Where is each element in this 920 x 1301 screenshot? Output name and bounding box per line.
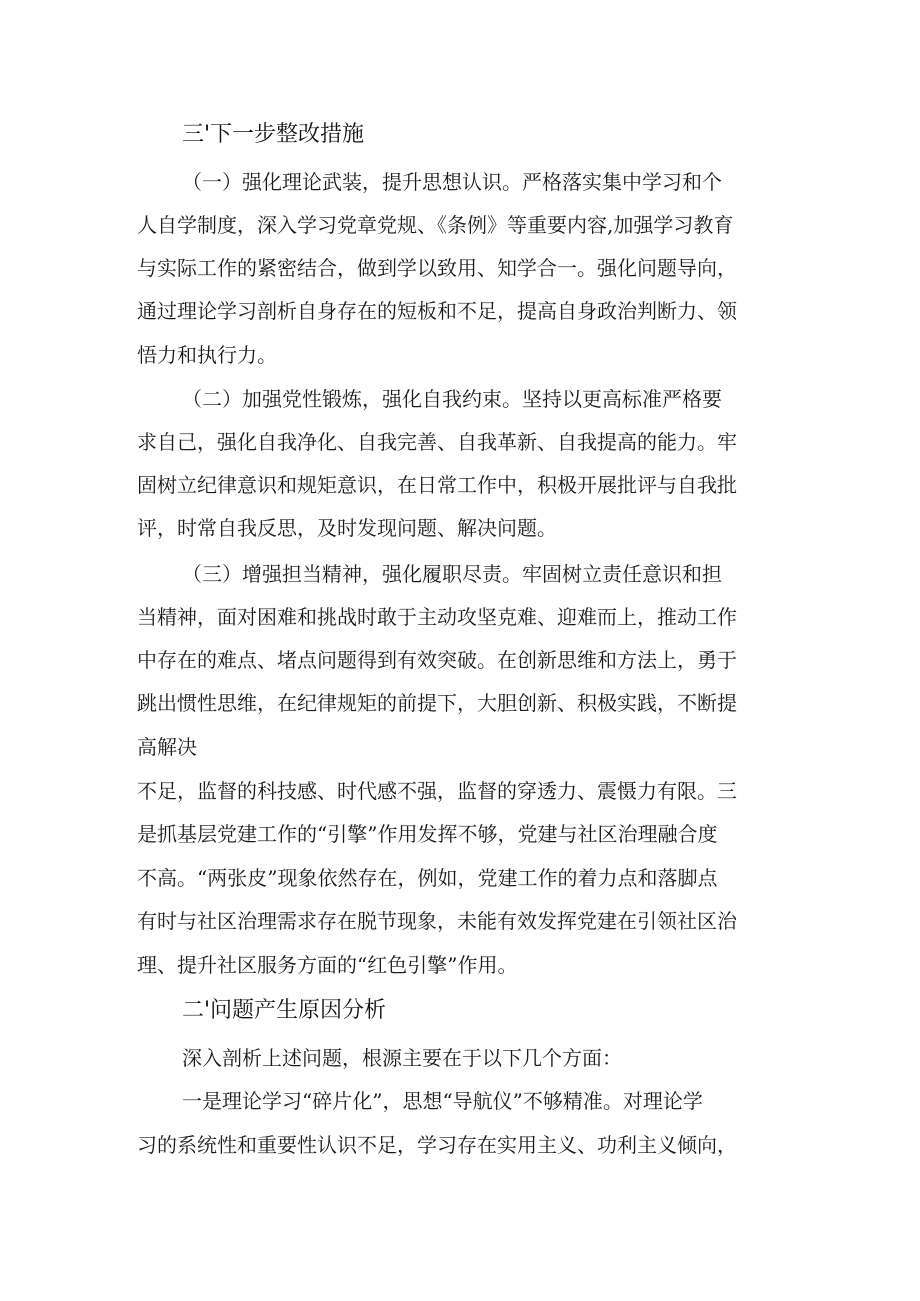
paragraph-line: 跳出惯性思维，在纪律规矩的前提下，大胆创新、积极实践，不断提: [137, 691, 737, 715]
paragraph-line: （一）强化理论武装，提升思想认识。严格落实集中学习和个: [182, 170, 722, 194]
paragraph-line: 通过理论学习剖析自身存在的短板和不足，提高自身政治判断力、领: [137, 299, 737, 323]
paragraph-line: 不足，监督的科技感、时代感不强，监督的穿透力、震慑力有限。三: [137, 779, 737, 803]
paragraph-line: 人自学制度，深入学习党章党规、《条例》等重要内容,加强学习教育: [137, 213, 734, 237]
paragraph-line: 是抓基层党建工作的“引擎”作用发挥不够，党建与社区治理融合度: [137, 822, 718, 846]
paragraph-line: （三）增强担当精神，强化履职尽责。牢固树立责任意识和担: [182, 562, 722, 586]
paragraph-line: 高解决: [137, 735, 197, 759]
paragraph-line: 中存在的难点、堵点问题得到有效突破。在创新思维和方法上，勇于: [137, 648, 737, 672]
paragraph-line: 求自己，强化自我净化、自我完善、自我革新、自我提高的能力。牢: [137, 430, 737, 454]
paragraph-line: 固树立纪律意识和规矩意识，在日常工作中，积极开展批评与自我批: [137, 473, 737, 497]
paragraph-line: 一是理论学习“碎片化”，思想“导航仪”不够精准。对理论学: [182, 1089, 703, 1113]
paragraph-line: 理、提升社区服务方面的“红色引擎”作用。: [137, 953, 518, 977]
paragraph-line: 悟力和执行力。: [137, 343, 277, 367]
paragraph-line: 习的系统性和重要性认识不足，学习存在实用主义、功利主义倾向，: [137, 1133, 737, 1157]
paragraph-line: 与实际工作的紧密结合，做到学以致用、知学合一。强化问题导向，: [137, 256, 737, 280]
paragraph-intro: 深入剖析上述问题，根源主要在于以下几个方面：: [182, 1046, 622, 1070]
paragraph-line: 当精神，面对困难和挑战时敢于主动攻坚克难、迎难而上，推动工作: [137, 605, 737, 629]
paragraph-line: （二）加强党性锻炼，强化自我约束。坚持以更高标准严格要: [182, 387, 722, 411]
section-heading-cause-analysis: 二'问题产生原因分析: [182, 998, 387, 1023]
section-heading-rectification: 三'下一步整改措施: [182, 122, 365, 147]
paragraph-line: 有时与社区治理需求存在脱节现象，未能有效发挥党建在引领社区治: [137, 909, 737, 933]
paragraph-line: 不高。“两张皮”现象依然存在，例如，党建工作的着力点和落脚点: [137, 866, 718, 890]
paragraph-line: 评，时常自我反思，及时发现问题、解决问题。: [137, 516, 557, 540]
